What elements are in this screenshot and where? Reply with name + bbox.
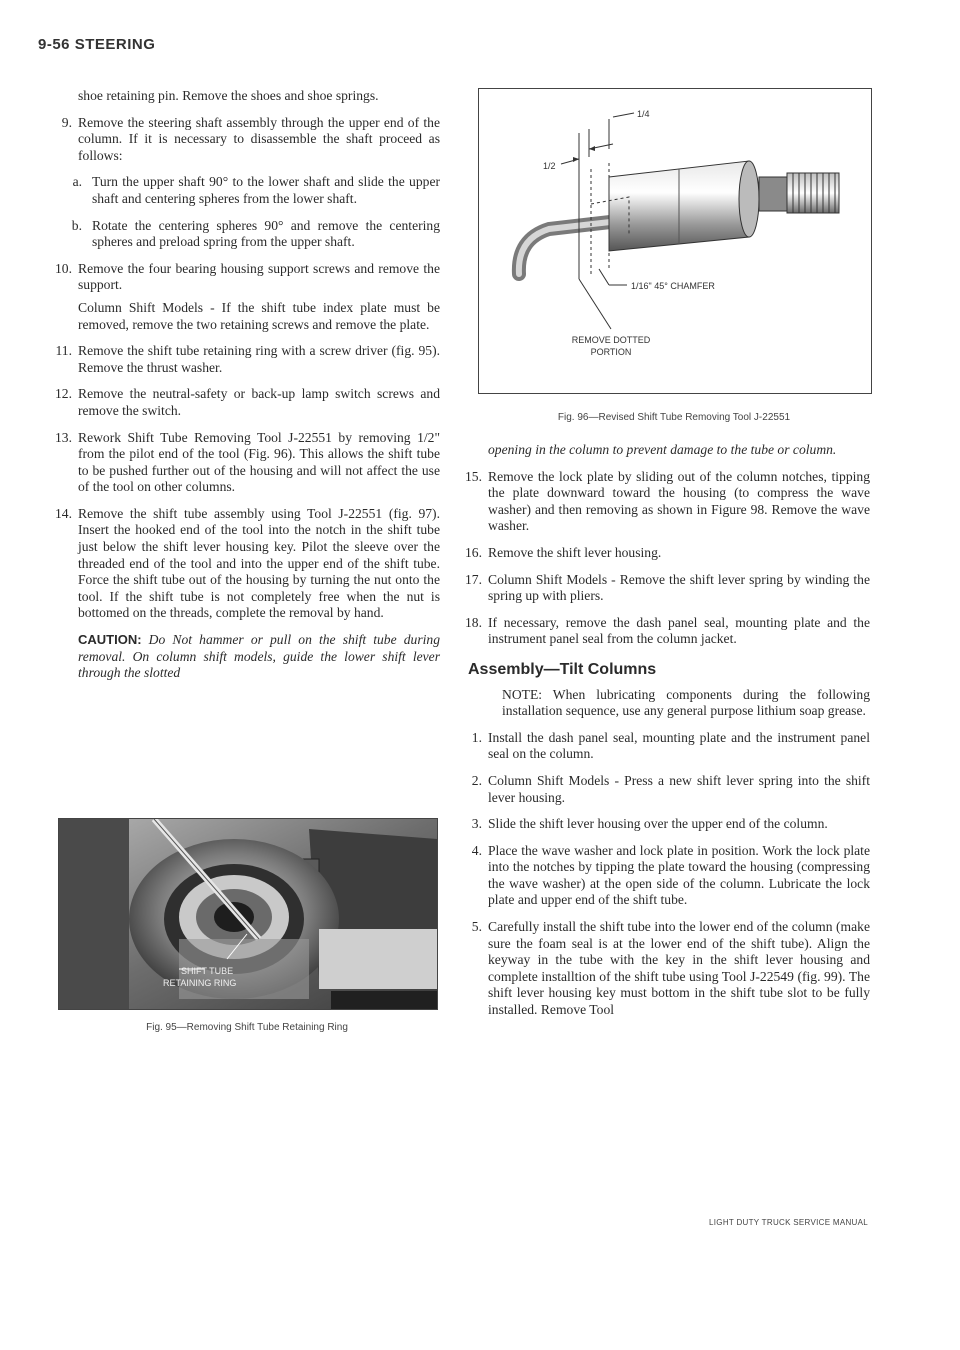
step-text: Column Shift Models - Press a new shift lever spring into the shift lever housing. xyxy=(488,772,870,805)
chamfer-label: 1/16" 45° CHAMFER xyxy=(631,281,715,291)
assembly-step-1 xyxy=(468,730,870,763)
step-number: 14. xyxy=(55,505,72,521)
page-footer: LIGHT DUTY TRUCK SERVICE MANUAL xyxy=(709,1218,868,1227)
assembly-step-2 xyxy=(468,773,870,806)
step-10 xyxy=(55,260,440,294)
step-16 xyxy=(465,544,870,562)
step-11 xyxy=(55,343,440,376)
step-text: Rotate the centering spheres 90° and remove the centering spheres and preload spring from the upper shaft. xyxy=(92,217,440,250)
step-number: 13. xyxy=(55,429,72,445)
column-shift-note: Column Shift Models - If the shift tube index plate must be removed, remove the two retaining screws and remove the plate. xyxy=(78,299,440,332)
caution-text: Do Not hammer or pull on the shift tube during removal. On column shift models, guide the lower shift lever through the slotted xyxy=(78,632,441,681)
step-13 xyxy=(55,429,440,496)
step-text: Remove the neutral-safety or back-up lamp switch screws and remove the switch. xyxy=(78,386,440,418)
fig95-label-line2: RETAINING RING xyxy=(163,978,237,988)
step-text: Turn the upper shaft 90° to the lower shaft and slide the upper shaft and centering spheres from the lower shaft. xyxy=(92,174,440,206)
step-17 xyxy=(465,571,870,605)
step-text: Install the dash panel seal, mounting plate and the instrument panel seal on the column. xyxy=(488,729,870,762)
remove-line1: REMOVE DOTTED xyxy=(571,335,651,345)
step-number: b. xyxy=(71,217,82,233)
step-number: 9. xyxy=(61,114,72,130)
step-text: Column Shift Models - Remove the shift lever spring by winding the spring up with pliers. xyxy=(488,571,870,604)
step-text: If necessary, remove the dash panel seal, mounting plate and the instrument panel seal from the column jacket. xyxy=(488,614,870,647)
step-number: 5. xyxy=(471,919,482,935)
page-header: 9-56 STEERING xyxy=(38,36,156,53)
caution-label: CAUTION: xyxy=(78,632,142,648)
lubrication-note: NOTE: When lubricating components during the following installation sequence, use any general purpose lithium soap grease. xyxy=(502,686,870,719)
step-text: Remove the four bearing housing support screws and remove the support. xyxy=(78,260,440,293)
step-number: 3. xyxy=(471,816,482,832)
fig-96-diagram xyxy=(478,88,872,394)
fig95-label-line1: SHIFT TUBE xyxy=(181,966,234,976)
step-text: Remove the shift tube assembly using Tool J-22551 (fig. 97). Insert the hooked end of the tool into the notch in the shift tube just below the shift lever housing key. Pilot the sleeve over the threaded end of the tool and into the upper end of the shift tube. Force the shift tube out of the housing by turning the nut onto the tool. If the shift tube is not completely free when the nut is bottomed on the threads, complete the removal by hand. xyxy=(78,505,440,621)
step-number: 1. xyxy=(471,729,482,745)
step-text: Carefully install the shift tube into the lower end of the column (make sure the foam seal is at the lower end of the shift tube). Align the keyway in the tube with the key in the shift lever housing and complete installtion of the shift tube using Tool J-22549 (fig. 99). The shift lever housing key must bottom in the shift tube slot to be fully installed. Remove Tool xyxy=(488,919,870,1018)
step-text: Place the wave washer and lock plate in position. Work the lock plate into the notches by tipping the plate toward the housing (compressing the wave washer) at the open side of the column. Lubricate the lock plate and upper end of the shift tube. xyxy=(488,842,870,908)
caution-continuation: opening in the column to prevent damage to the tube or column. xyxy=(488,442,837,457)
fig-95-photo xyxy=(58,818,438,1010)
intro-paragraph: shoe retaining pin. Remove the shoes and shoe springs. xyxy=(78,88,379,103)
step-text: Remove the shift lever housing. xyxy=(488,544,662,560)
step-18 xyxy=(465,614,870,648)
step-number: 16. xyxy=(465,544,482,560)
fig-95-caption: Fig. 95—Removing Shift Tube Retaining Ring xyxy=(146,1022,348,1033)
step-12 xyxy=(55,386,440,419)
step-text: Remove the shift tube retaining ring with a screw driver (fig. 95). Remove the thrust washer. xyxy=(78,343,440,375)
step-9 xyxy=(58,115,440,165)
step-number: a. xyxy=(72,174,82,190)
assembly-step-3 xyxy=(468,816,870,833)
step-text: Slide the shift lever housing over the upper end of the column. xyxy=(488,816,828,832)
step-number: 2. xyxy=(471,772,482,788)
step-number: 17. xyxy=(465,571,482,587)
step-number: 10. xyxy=(55,260,72,276)
step-text: Remove the steering shaft assembly through the upper end of the column. If it is necessary to disassemble the shaft proceed as follows: xyxy=(78,114,440,163)
step-text: Rework Shift Tube Removing Tool J-22551 by removing 1/2" from the pilot end of the tool (Fig. 96). This allows the shift tube to be pushed further out of the housing and will not affect the use of the tool on other columns. xyxy=(78,429,440,495)
step-14 xyxy=(55,505,440,622)
shift-tube-tool-drawing xyxy=(479,89,871,393)
remove-line2: PORTION xyxy=(590,347,632,357)
step-text: Remove the lock plate by sliding out of the column notches, tipping the plate downward toward the housing (to compress the wave washer) and then removing as shown in Figure 98. Remove the wave washer. xyxy=(488,468,870,534)
step-number: 18. xyxy=(465,614,482,630)
step-number: 11. xyxy=(55,343,72,359)
step-9a xyxy=(58,174,440,207)
fig-96-caption: Fig. 96—Revised Shift Tube Removing Tool J-22551 xyxy=(557,412,791,423)
caution-note xyxy=(58,632,440,682)
step-number: 12. xyxy=(55,386,72,402)
shift-tube-photo-illustration xyxy=(59,819,437,1009)
assembly-section xyxy=(468,662,870,679)
assembly-step-4 xyxy=(468,843,870,909)
dim-quarter-label: 1/4 xyxy=(637,109,650,119)
step-number: 4. xyxy=(471,842,482,858)
step-9b xyxy=(58,218,440,251)
dim-half-label: 1/2 xyxy=(543,161,556,171)
assembly-step-5 xyxy=(468,919,870,1019)
left-column xyxy=(55,88,441,692)
step-15 xyxy=(465,468,870,535)
step-number: 15. xyxy=(465,468,482,484)
section-title: Assembly—Tilt Columns xyxy=(468,660,657,678)
right-column xyxy=(465,442,870,1029)
